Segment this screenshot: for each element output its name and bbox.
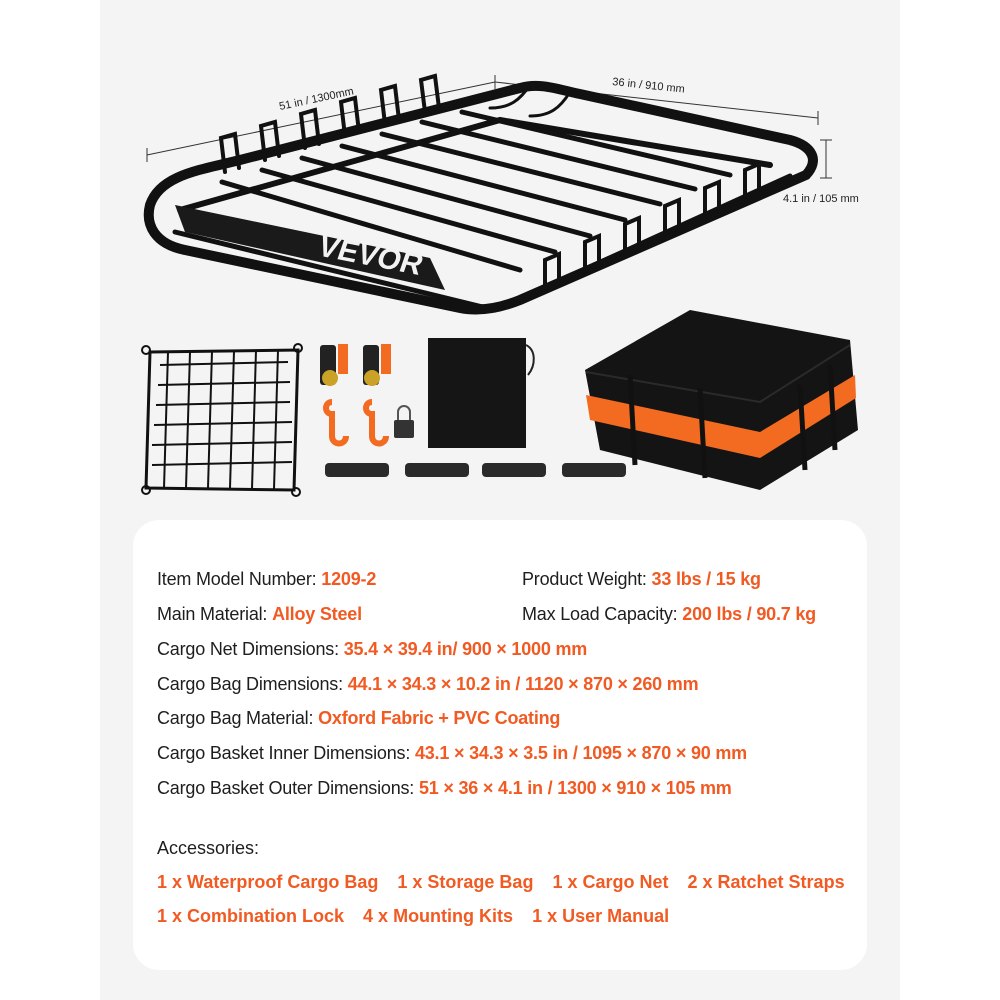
cargo-bag	[585, 310, 858, 490]
spec-basket-inner-dimensions: Cargo Basket Inner Dimensions: 43.1 × 34.3 × 3.5 in / 1095 × 870 × 90 mm	[157, 743, 747, 763]
accessory-item: 4 x Mounting Kits	[363, 906, 514, 926]
ratchet-straps	[320, 344, 391, 444]
brand-logo: VEVOR	[313, 230, 428, 282]
length-dimension: 51 in / 1300mm	[278, 85, 355, 113]
accessories-title: Accessories:	[157, 838, 260, 858]
accessories-row-2	[157, 906, 683, 927]
combination-lock	[394, 406, 414, 438]
spec-cargo-net-dimensions: Cargo Net Dimensions: 35.4 × 39.4 in/ 900 × 1000 mm	[157, 639, 588, 659]
accessory-item: 1 x User Manual	[532, 906, 670, 926]
spec-basket-outer-dimensions: Cargo Basket Outer Dimensions: 51 × 36 × 4.1 in / 1300 × 910 × 105 mm	[157, 778, 732, 798]
accessory-item: 1 x Waterproof Cargo Bag	[157, 872, 379, 892]
accessory-item: 1 x Cargo Net	[552, 872, 669, 892]
height-dimension: 4.1 in / 105 mm	[783, 193, 859, 205]
spec-main-material: Main Material: Alloy Steel	[157, 604, 362, 624]
spec-cargo-bag-material: Cargo Bag Material: Oxford Fabric + PVC Coating	[157, 708, 561, 728]
accessory-item: 1 x Storage Bag	[397, 872, 534, 892]
spec-cargo-bag-dimensions: Cargo Bag Dimensions: 44.1 × 34.3 × 10.2 in / 1120 × 870 × 260 mm	[157, 674, 699, 694]
roof-basket	[149, 76, 813, 310]
accessory-item: 1 x Combination Lock	[157, 906, 345, 926]
storage-bag	[428, 338, 534, 448]
accessories-row-1	[157, 872, 859, 893]
accessory-item: 2 x Ratchet Straps	[687, 872, 845, 892]
spec-product-weight: Product Weight: 33 lbs / 15 kg	[522, 569, 761, 589]
cargo-net	[142, 344, 302, 496]
specifications-card	[133, 520, 867, 970]
spec-max-load: Max Load Capacity: 200 lbs / 90.7 kg	[522, 604, 816, 624]
spec-model-number: Item Model Number: 1209-2	[157, 569, 377, 589]
mounting-kits	[325, 463, 626, 477]
width-dimension: 36 in / 910 mm	[611, 76, 686, 96]
